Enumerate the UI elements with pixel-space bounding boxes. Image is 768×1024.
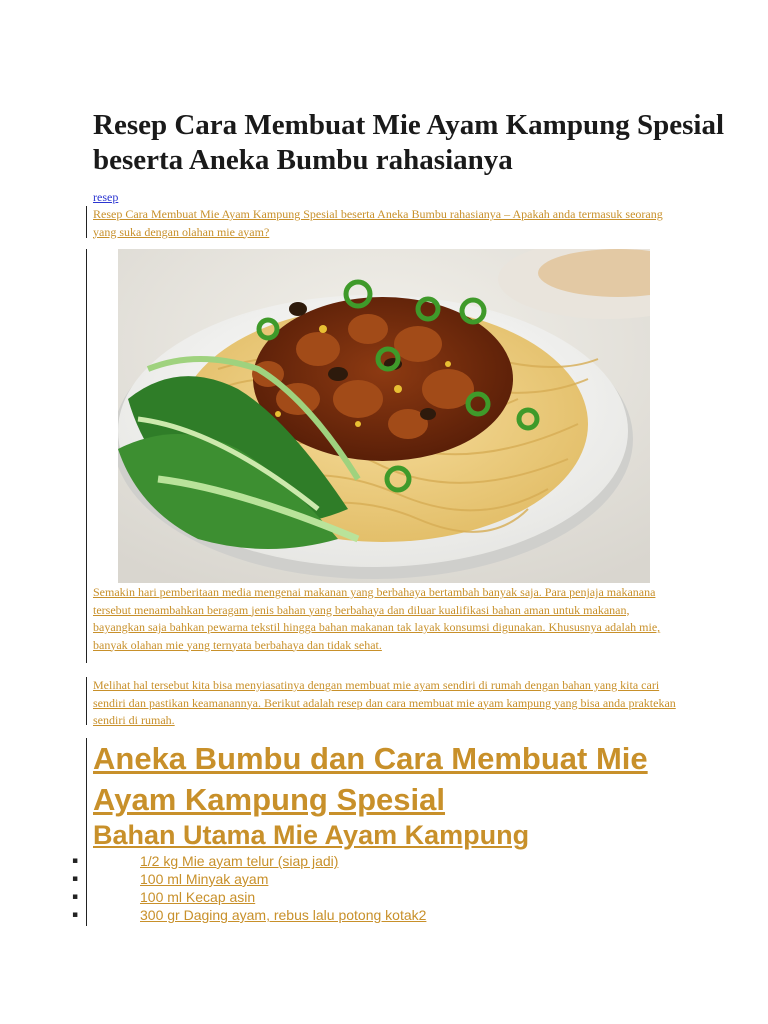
- bullet-icon: ▪: [72, 874, 79, 884]
- quote-bar: [86, 677, 87, 725]
- quote-bar: [86, 249, 87, 663]
- list-item: [0, 852, 768, 870]
- mie-ayam-photo: [118, 249, 650, 583]
- quote-bar: [86, 206, 87, 238]
- bullet-icon: ▪: [72, 856, 79, 866]
- list-item: [0, 870, 768, 888]
- ingredient-link[interactable]: 100 ml Kecap asin: [140, 889, 256, 905]
- section-heading[interactable]: Aneka Bumbu dan Cara Membuat Mie Ayam Kampung Spesial: [93, 741, 648, 817]
- bullet-icon: ▪: [72, 910, 79, 920]
- intro-link[interactable]: Resep Cara Membuat Mie Ayam Kampung Spesial beserta Aneka Bumbu rahasianya – Apakah anda termasuk seorang yang suka dengan olahan mie ayam?: [93, 207, 663, 239]
- subsection-heading[interactable]: Bahan Utama Mie Ayam Kampung: [93, 820, 530, 850]
- list-item: [0, 888, 768, 906]
- list-item: [0, 906, 768, 924]
- bullet-icon: ▪: [72, 892, 79, 902]
- ingredient-link[interactable]: 1/2 kg Mie ayam telur (siap jadi): [140, 853, 339, 869]
- paragraph-2-link[interactable]: Melihat hal tersebut kita bisa menyiasatinya dengan membuat mie ayam sendiri di rumah dengan bahan yang kita cari sendiri dan pastikan keamanannya. Berikut adalah resep dan cara membuat mie ayam kampung yang bisa anda praktekan sendiri di rumah.: [93, 678, 676, 727]
- ingredient-list: [0, 852, 768, 924]
- tag-link-resep[interactable]: resep: [93, 190, 119, 204]
- ingredient-link[interactable]: 100 ml Minyak ayam: [140, 871, 269, 887]
- ingredient-link[interactable]: 300 gr Daging ayam, rebus lalu potong kotak2: [140, 907, 427, 923]
- article-title: Resep Cara Membuat Mie Ayam Kampung Spesial beserta Aneka Bumbu rahasianya: [93, 109, 725, 176]
- paragraph-1-link[interactable]: Semakin hari pemberitaan media mengenai makanan yang berbahaya bertambah banyak saja. Para penjaja makanana tersebut menambahkan beragam jenis bahan yang berbahaya dan diluar kualifikasi bahan aman untuk makanan, bayangkan saja bahkan pewarna tekstil hingga bahan makanan tak layak konsumsi digunakan. Khususnya adalah mie, banyak olahan mie yang ternyata berbahaya dan tidak sehat.: [93, 585, 661, 652]
